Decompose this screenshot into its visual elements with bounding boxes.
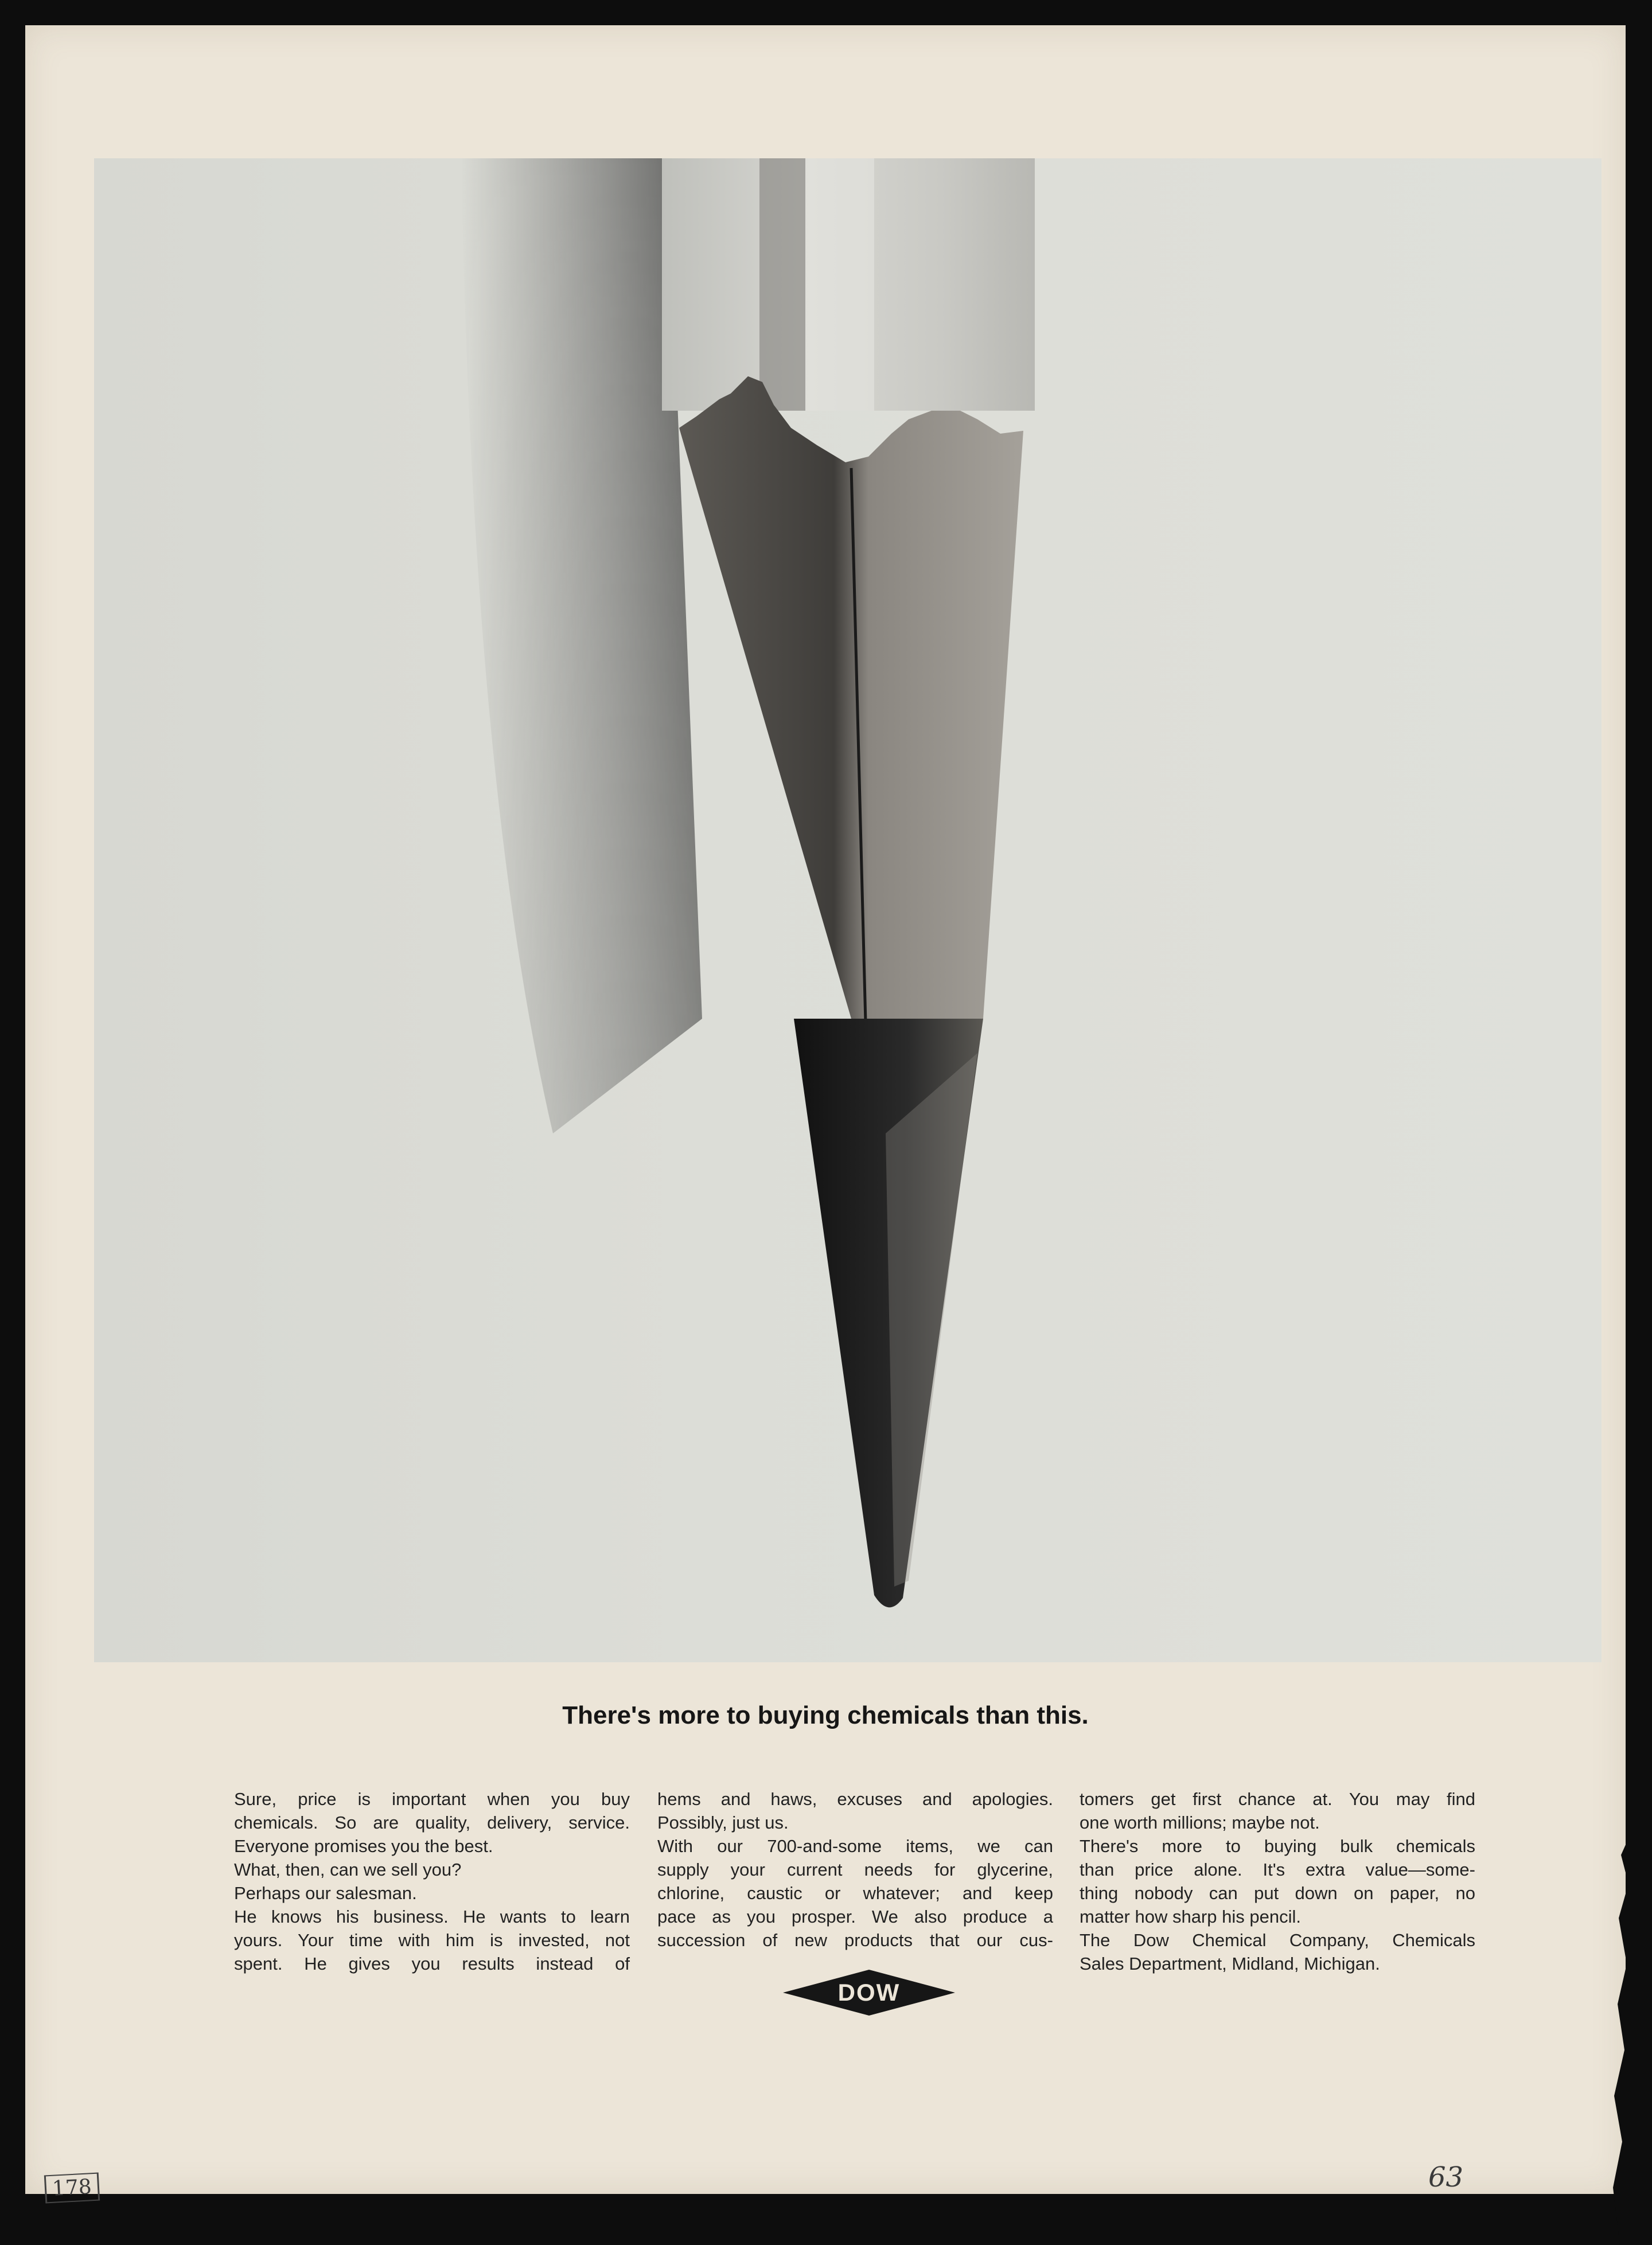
body-line: What, then, can we sell you?: [234, 1860, 462, 1880]
logo-text: DOW: [837, 1979, 901, 2006]
pencil-photograph: [94, 158, 1602, 1662]
magazine-page: [25, 25, 1626, 2194]
body-line: yours. Your time with him is invested, not: [234, 1930, 630, 1950]
body-line: Sales Department, Midland, Michigan.: [1080, 1954, 1380, 1974]
body-line: chemicals. So are quality, delivery, service.: [234, 1813, 630, 1833]
body-line: one worth millions; maybe not.: [1080, 1813, 1320, 1833]
body-line: than price alone. It's extra value—some-: [1080, 1860, 1475, 1880]
body-line: Everyone promises you the best.: [234, 1836, 493, 1856]
body-line: There's more to buying bulk chemicals: [1080, 1836, 1475, 1856]
handwritten-page-number: 63: [1428, 2161, 1464, 2193]
body-column-1: [234, 1787, 630, 1975]
archive-number: 178: [44, 2173, 100, 2204]
body-line: succession of new products that our cus-: [657, 1930, 1053, 1950]
body-line: thing nobody can put down on paper, no: [1080, 1883, 1475, 1903]
body-line: matter how sharp his pencil.: [1080, 1907, 1301, 1927]
body-line: Possibly, just us.: [657, 1813, 789, 1833]
body-line: Perhaps our salesman.: [234, 1883, 417, 1903]
body-line: The Dow Chemical Company, Chemicals: [1080, 1930, 1475, 1950]
pencil-tip-illustration: [94, 158, 1602, 1662]
body-line: hems and haws, excuses and apologies.: [657, 1789, 1053, 1809]
body-column-2: [657, 1787, 1053, 1952]
body-column-3: [1080, 1787, 1475, 1975]
body-line: With our 700-and-some items, we can: [657, 1836, 1053, 1856]
body-line: pace as you prosper. We also produce a: [657, 1907, 1053, 1927]
body-line: He knows his business. He wants to learn: [234, 1907, 630, 1927]
body-line: chlorine, caustic or whatever; and keep: [657, 1883, 1053, 1903]
headline: There's more to buying chemicals than this.: [562, 1701, 1089, 1729]
torn-edge: [1597, 1832, 1652, 2245]
body-line: Sure, price is important when you buy: [234, 1789, 630, 1809]
body-line: spent. He gives you results instead of: [234, 1954, 630, 1974]
dow-logo: [783, 1970, 955, 2016]
body-line: supply your current needs for glycerine,: [657, 1860, 1053, 1880]
body-line: tomers get first chance at. You may find: [1080, 1789, 1475, 1809]
